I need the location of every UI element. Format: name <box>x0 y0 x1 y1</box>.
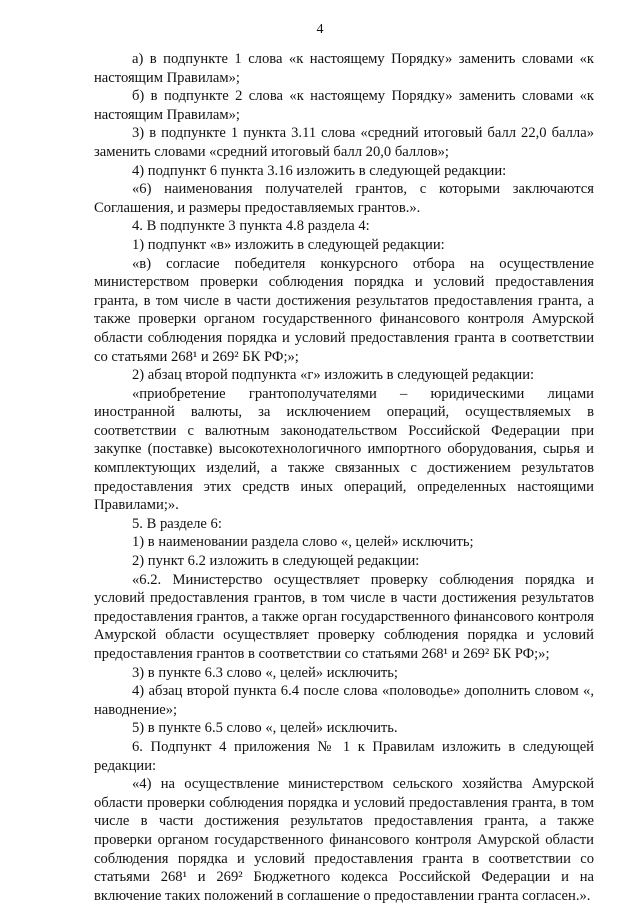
paragraph-quote-6-2: «6.2. Министерство осуществляет проверку соблюдения порядка и условий предоставления грантов, в том числе в части достижения результатов предоставления грантов, а также орган государственного финансового контроля Амурской области осуществляет проверку соблюдения порядка и условий предоставления грантов в соответствии со статьями 268¹ и 269² БК РФ;»; <box>94 571 594 662</box>
paragraph-quote-6: «6) наименования получателей грантов, с которыми заключаются Соглашения, и размеры предоставляемых грантов.». <box>94 181 594 216</box>
paragraph-quote-currency: «приобретение грантополучателями – юридическими лицами иностранной валюты, за исключением операций, осуществляемых в соответствии с валютным законодательством Российской Федерации при закупке (поставке) высокотехнологичного импортного оборудования, сырья и комплектующих изделий, а также связанных с достижением результатов предоставления этих средств иных операций, определенных настоящими Правилами;». <box>94 385 594 514</box>
paragraph-b-subpoint-2: б) в подпункте 2 слова «к настоящему Порядку» заменить словами «к настоящим Правилам»; <box>94 88 594 123</box>
paragraph-section-4: 4. В подпункте 3 пункта 4.8 раздела 4: <box>132 218 370 235</box>
paragraph-point-6-2: 2) пункт 6.2 изложить в следующей редакции: <box>132 553 420 570</box>
paragraph-quote-v: «в) согласие победителя конкурсного отбора на осуществление министерством проверки соблюдения порядка и условий предоставления гранта, в том числе в части достижения результатов предоставления гранта, а также проверки органом государственного финансового контроля Амурской области соблюдения порядка и условий предоставления гранта в соответствии со статьями 268¹ и 269² БК РФ;»; <box>94 255 594 365</box>
paragraph-quote-appendix: «4) на осуществление министерством сельского хозяйства Амурской области проверки соблюдения порядка и условий предоставления гранта, в том числе в части достижения результатов предоставления гранта, а также проверки органом государственного финансового контроля Амурской области соблюдения порядка и условий предоставления гранта в соответствии со статьями 268¹ и 269² Бюджетного кодекса Российской Федерации и на включение таких положений в соглашение о предоставлении гранта согласен.». <box>94 776 594 904</box>
document-body <box>94 50 594 905</box>
paragraph-subpoint-v: 1) подпункт «в» изложить в следующей редакции: <box>132 236 445 253</box>
paragraph-appendix-1: 6. Подпункт 4 приложения № 1 к Правилам изложить в следующей редакции: <box>94 738 594 774</box>
paragraph-section-6: 5. В разделе 6: <box>132 515 222 532</box>
page-number: 4 <box>316 22 324 37</box>
paragraph-point-6-5: 5) в пункте 6.5 слово «, целей» исключить. <box>132 720 398 737</box>
paragraph-subpoint-g: 2) абзац второй подпункта «г» изложить в следующей редакции: <box>132 367 535 384</box>
paragraph-4-point-3-16: 4) подпункт 6 пункта 3.16 изложить в следующей редакции: <box>132 162 507 179</box>
paragraph-section-6-title: 1) в наименовании раздела слово «, целей» исключить; <box>132 534 474 551</box>
paragraph-point-6-3: 3) в пункте 6.3 слово «, целей» исключить; <box>132 664 398 681</box>
paragraph-point-6-4: 4) абзац второй пункта 6.4 после слова «половодье» дополнить словом «, наводнение»; <box>94 683 594 718</box>
paragraph-3-point-3-11: 3) в подпункте 1 пункта 3.11 слова «средний итоговый балл 22,0 балла» заменить словами «средний итоговый балл 20,0 баллов»; <box>94 125 594 160</box>
paragraph-a-subpoint-1: а) в подпункте 1 слова «к настоящему Порядку» заменить словами «к настоящим Правилам»; <box>94 51 594 86</box>
